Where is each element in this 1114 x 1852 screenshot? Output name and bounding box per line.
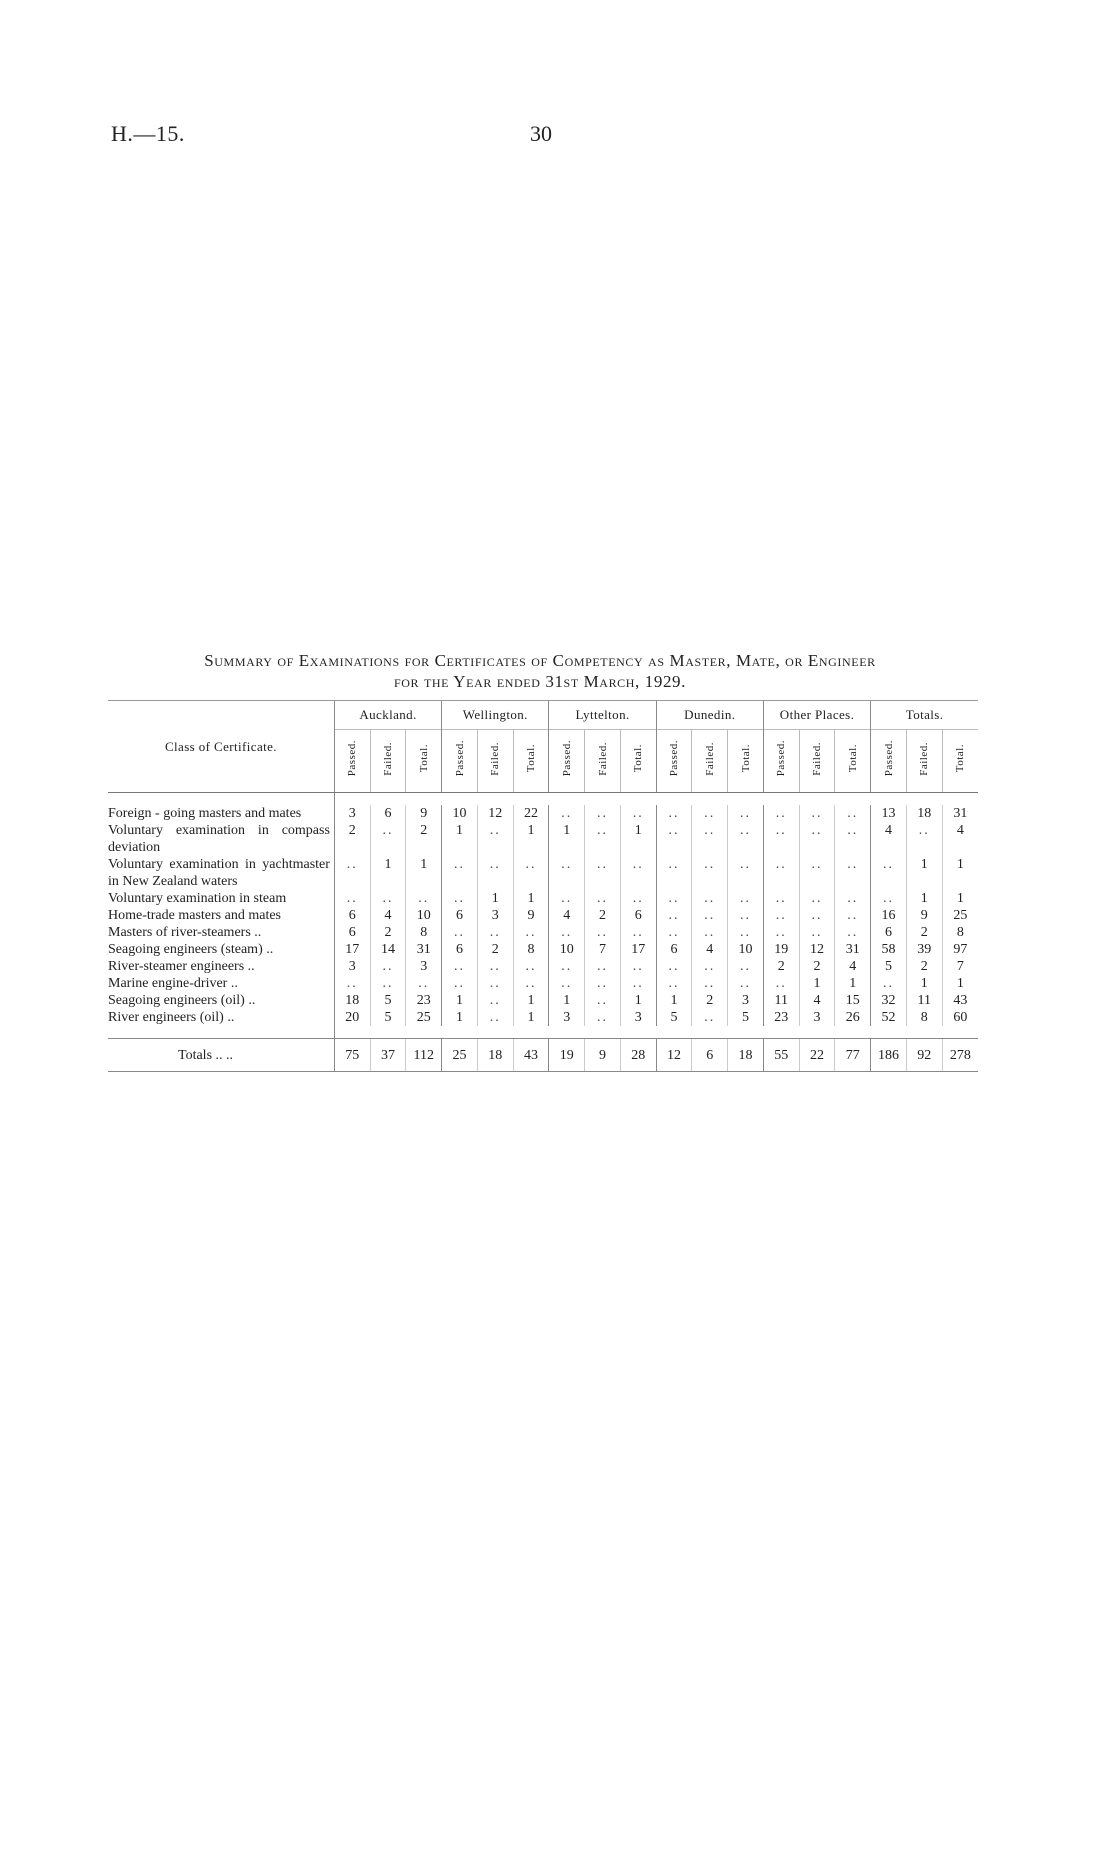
table-cell: .. [728,856,764,890]
table-cell: 112 [406,1039,442,1072]
table-row [108,992,978,1009]
table-cell: 1 [906,890,942,907]
table-cell: 92 [906,1039,942,1072]
table-cell: 20 [334,1009,370,1026]
table-cell: .. [477,958,513,975]
table-cell: .. [656,805,692,822]
table-cell: 6 [334,907,370,924]
row-label: Foreign - going masters and mates [108,806,302,821]
table-cell: 4 [835,958,871,975]
table-cell: 12 [477,805,513,822]
table-cell: 25 [442,1039,478,1072]
sub-header [585,730,621,793]
table-cell: .. [728,958,764,975]
table-cell: .. [442,958,478,975]
table-cell: 17 [334,941,370,958]
table-cell: 32 [871,992,907,1009]
table-cell: .. [656,958,692,975]
table-cell: 10 [442,805,478,822]
table-cell: .. [549,890,585,907]
table-cell: 1 [942,856,978,890]
table-row [108,941,978,958]
table-cell: 186 [871,1039,907,1072]
table-cell: .. [728,924,764,941]
table-cell: .. [585,975,621,992]
title-line-2: for the Year ended 31st March, 1929. [393,672,687,691]
sub-header [728,730,764,793]
table-cell: 9 [406,805,442,822]
table-cell: 23 [406,992,442,1009]
sub-header-label: Passed. [346,740,359,777]
table-cell: .. [442,924,478,941]
table-cell: .. [513,975,549,992]
table-cell: 1 [513,992,549,1009]
table-cell: .. [370,890,406,907]
table-cell: .. [513,924,549,941]
table-cell: .. [728,890,764,907]
table-cell: .. [442,975,478,992]
sub-header [477,730,513,793]
table-cell: 5 [370,1009,406,1026]
table-cell: 1 [656,992,692,1009]
sub-header-label: Failed. [918,741,931,776]
table-cell: 8 [906,1009,942,1026]
table-cell: 1 [906,856,942,890]
table-cell: .. [585,805,621,822]
table-cell: 2 [585,907,621,924]
title-line-1: Summary of Examinations for Certificates of Competency as Master, Mate, or Engineer [204,651,876,670]
sub-header [334,730,370,793]
table-cell: 14 [370,941,406,958]
table-cell: 60 [942,1009,978,1026]
table-cell: 31 [942,805,978,822]
table-cell: .. [799,822,835,856]
sub-header-label: Total. [846,744,859,773]
row-label: Seagoing engineers (steam) .. [108,942,274,957]
table-cell: 3 [477,907,513,924]
table-cell: .. [835,890,871,907]
table-cell: .. [442,856,478,890]
row-label: River-steamer engineers .. [108,959,255,974]
sub-header [442,730,478,793]
table-cell: 19 [763,941,799,958]
sub-header-label: Passed. [882,740,895,777]
table-cell: .. [656,975,692,992]
table-cell: .. [406,890,442,907]
table-cell: .. [585,924,621,941]
table-cell: 52 [871,1009,907,1026]
table-cell: 39 [906,941,942,958]
table-cell: .. [763,924,799,941]
table-cell: .. [728,805,764,822]
table-cell: .. [763,975,799,992]
table-cell: .. [477,1009,513,1026]
table-cell: 17 [620,941,656,958]
table-cell: 22 [513,805,549,822]
table-cell: 7 [942,958,978,975]
table-cell: .. [728,907,764,924]
table-cell: .. [692,805,728,822]
table-cell: 4 [799,992,835,1009]
table-cell: 1 [513,1009,549,1026]
sub-header [549,730,585,793]
table-cell: 11 [906,992,942,1009]
table-cell: 3 [406,958,442,975]
table-cell: 4 [871,822,907,856]
table-cell: .. [370,975,406,992]
table-cell: 2 [906,924,942,941]
table-cell: 10 [406,907,442,924]
sub-header-label: Passed. [668,740,681,777]
sub-header [799,730,835,793]
table-cell: 10 [549,941,585,958]
row-label: Home-trade masters and mates [108,908,281,923]
table-cell: 1 [549,822,585,856]
table-cell: 26 [835,1009,871,1026]
table-cell: 18 [477,1039,513,1072]
table-cell: 7 [585,941,621,958]
table-cell: .. [549,958,585,975]
table-cell: .. [799,805,835,822]
row-label: Totals .. .. [108,1039,334,1072]
sub-header [835,730,871,793]
table-cell: 6 [442,907,478,924]
table-cell: 16 [871,907,907,924]
table-cell: 5 [871,958,907,975]
group-header: Totals. [871,701,978,730]
table-cell: 5 [656,1009,692,1026]
totals-row [108,1039,978,1072]
row-label: Voluntary examination in compass deviation [108,823,330,855]
table-cell: 3 [334,958,370,975]
table-cell: 1 [549,992,585,1009]
table-cell: .. [692,856,728,890]
table-cell: .. [477,822,513,856]
table-cell: .. [799,907,835,924]
table-cell: 1 [442,822,478,856]
table-cell: 25 [942,907,978,924]
sub-header-label: Failed. [703,741,716,776]
table-cell: 2 [370,924,406,941]
table-cell: .. [477,924,513,941]
sub-header [763,730,799,793]
sub-header-label: Total. [954,744,967,773]
table-cell: .. [835,856,871,890]
table-cell: 12 [656,1039,692,1072]
row-label: Voluntary examination in steam [108,891,287,906]
sub-header-label: Passed. [560,740,573,777]
table-cell: .. [763,890,799,907]
table-cell: 1 [620,992,656,1009]
sub-header-label: Total. [417,744,430,773]
table-cell: 1 [513,890,549,907]
table-row [108,890,978,907]
sub-header [942,730,978,793]
table-row [108,975,978,992]
table-cell: .. [549,924,585,941]
table-cell: 37 [370,1039,406,1072]
sub-header [871,730,907,793]
table-cell: .. [549,805,585,822]
table-cell: 3 [620,1009,656,1026]
table-cell: .. [692,890,728,907]
table-cell: .. [585,992,621,1009]
table-cell: 3 [549,1009,585,1026]
table-cell: 75 [334,1039,370,1072]
table-cell: 8 [406,924,442,941]
table-cell: 1 [513,822,549,856]
table-cell: .. [835,924,871,941]
table-cell: .. [477,975,513,992]
sub-header-label: Failed. [596,741,609,776]
table-cell: .. [692,975,728,992]
table-cell: 23 [763,1009,799,1026]
table-cell: 1 [835,975,871,992]
table-cell: .. [799,890,835,907]
sub-header [906,730,942,793]
sub-header [620,730,656,793]
table-cell: 9 [906,907,942,924]
sub-header [406,730,442,793]
table-cell: 3 [799,1009,835,1026]
table-cell: .. [442,890,478,907]
table-cell: 6 [370,805,406,822]
table-cell: 2 [799,958,835,975]
table-cell: 18 [906,805,942,822]
group-header: Other Places. [763,701,870,730]
table-cell: .. [334,856,370,890]
table-cell: .. [513,856,549,890]
table-cell: 2 [477,941,513,958]
table-cell: .. [728,822,764,856]
page-number: 30 [530,121,552,146]
sub-header-label: Failed. [382,741,395,776]
table-cell: .. [871,890,907,907]
table-cell: .. [728,975,764,992]
table-row [108,822,978,856]
row-label: Seagoing engineers (oil) .. [108,993,256,1008]
sub-header-label: Total. [525,744,538,773]
table-cell: .. [406,975,442,992]
sub-header-label: Passed. [775,740,788,777]
table-cell: 97 [942,941,978,958]
table-cell: 9 [585,1039,621,1072]
sub-header-label: Failed. [811,741,824,776]
row-label: Marine engine-driver .. [108,976,238,991]
table-cell: .. [585,958,621,975]
table-cell: 6 [656,941,692,958]
row-label: Voluntary examination in yachtmaster in New Zealand waters [108,857,330,889]
table-cell: .. [585,822,621,856]
table-cell: .. [835,907,871,924]
table-cell: 58 [871,941,907,958]
table-cell: 8 [942,924,978,941]
table-cell: 13 [871,805,907,822]
table-cell: 1 [799,975,835,992]
table-cell: .. [513,958,549,975]
table-cell: 1 [406,856,442,890]
table-cell: .. [585,856,621,890]
table-cell: .. [763,805,799,822]
sub-header [692,730,728,793]
table-cell: .. [656,890,692,907]
table-row [108,1009,978,1026]
table-cell: 1 [942,890,978,907]
table-cell: 4 [370,907,406,924]
table-row [108,907,978,924]
table-cell: 31 [835,941,871,958]
table-cell: 19 [549,1039,585,1072]
table-cell: .. [549,856,585,890]
table-cell: .. [370,822,406,856]
table-cell: 18 [728,1039,764,1072]
table-cell: 2 [763,958,799,975]
table-cell: 18 [334,992,370,1009]
table-cell: 3 [728,992,764,1009]
table-cell: 1 [370,856,406,890]
table-cell: .. [585,1009,621,1026]
table-cell: 2 [406,822,442,856]
table-cell: .. [477,856,513,890]
table-cell: 6 [692,1039,728,1072]
table-cell: .. [620,958,656,975]
table-cell: .. [656,822,692,856]
table-cell: 5 [370,992,406,1009]
table-cell: 31 [406,941,442,958]
table-cell: .. [692,1009,728,1026]
table-cell: 9 [513,907,549,924]
table-cell: .. [799,856,835,890]
row-label: River engineers (oil) .. [108,1010,235,1025]
table-cell: .. [620,856,656,890]
table-cell: 15 [835,992,871,1009]
table-cell: 8 [513,941,549,958]
sub-header-label: Total. [632,744,645,773]
group-header: Lyttelton. [549,701,656,730]
table-cell: 43 [942,992,978,1009]
table-cell: .. [692,822,728,856]
table-cell: 22 [799,1039,835,1072]
table-cell: .. [871,856,907,890]
table-cell: 2 [334,822,370,856]
table-cell: .. [799,924,835,941]
table-cell: .. [620,805,656,822]
table-cell: 2 [906,958,942,975]
table-cell: 11 [763,992,799,1009]
table-cell: 4 [549,907,585,924]
class-of-certificate-header: Class of Certificate. [108,701,334,793]
table-cell: .. [620,975,656,992]
table-title [100,650,980,692]
table-row [108,958,978,975]
table-cell: 55 [763,1039,799,1072]
group-header: Auckland. [334,701,441,730]
table-cell: 1 [906,975,942,992]
table-cell: 6 [334,924,370,941]
table-cell: .. [370,958,406,975]
table-cell: .. [656,907,692,924]
table-cell: 6 [620,907,656,924]
table-cell: .. [835,805,871,822]
table-cell: .. [656,924,692,941]
table-cell: 1 [942,975,978,992]
table-cell: .. [906,822,942,856]
table-cell: 77 [835,1039,871,1072]
table-cell: 6 [871,924,907,941]
table-row [108,856,978,890]
table-cell: 4 [692,941,728,958]
row-label: Masters of river-steamers .. [108,925,262,940]
sub-header [656,730,692,793]
table-cell: .. [763,856,799,890]
table-cell: .. [835,822,871,856]
table-cell: 278 [942,1039,978,1072]
sub-header [370,730,406,793]
group-header: Dunedin. [656,701,763,730]
table-cell: .. [620,924,656,941]
table-cell: .. [871,975,907,992]
table-cell: 1 [442,992,478,1009]
examinations-summary-table [108,700,978,1072]
table-cell: .. [763,907,799,924]
table-cell: .. [656,856,692,890]
table-cell: .. [692,907,728,924]
table-cell: 1 [620,822,656,856]
sub-header-label: Passed. [453,740,466,777]
table-cell: .. [334,890,370,907]
table-cell: 10 [728,941,764,958]
table-cell: 28 [620,1039,656,1072]
table-cell: 3 [334,805,370,822]
table-cell: .. [334,975,370,992]
table-cell: 25 [406,1009,442,1026]
table-cell: 12 [799,941,835,958]
table-row [108,924,978,941]
group-header: Wellington. [442,701,549,730]
table-cell: .. [692,958,728,975]
table-cell: 1 [442,1009,478,1026]
table-cell: .. [620,890,656,907]
table-cell: 2 [692,992,728,1009]
table-cell: .. [585,890,621,907]
table-cell: .. [763,822,799,856]
sub-header [513,730,549,793]
table-cell: 5 [728,1009,764,1026]
sub-header-label: Failed. [489,741,502,776]
page-reference: H.—15. [111,121,185,146]
table-cell: 1 [477,890,513,907]
sub-header-label: Total. [739,744,752,773]
table-cell: .. [477,992,513,1009]
table-row [108,805,978,822]
table-cell: .. [692,924,728,941]
table-cell: 6 [442,941,478,958]
table-cell: 43 [513,1039,549,1072]
table-cell: .. [549,975,585,992]
table-cell: 4 [942,822,978,856]
